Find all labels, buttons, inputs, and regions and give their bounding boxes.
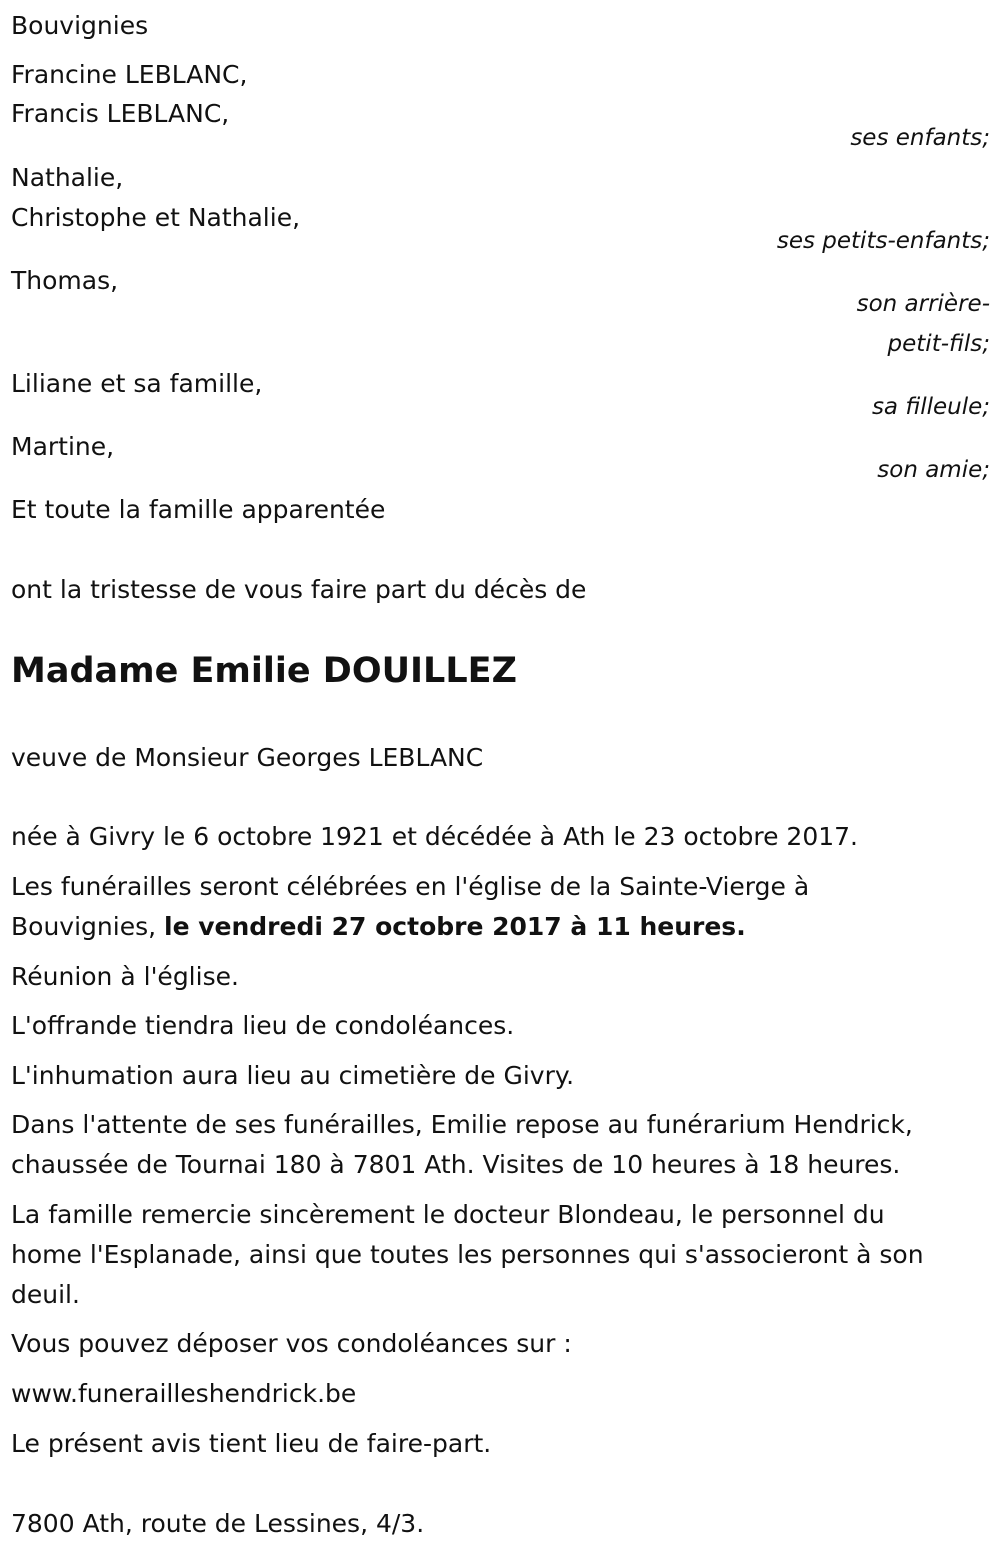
thanks: home l'Esplanade, ainsi que toutes les personnes qui s'associeront à son (11, 1240, 924, 1269)
child-name: Francis LEBLANC, (11, 99, 230, 128)
widow-of: veuve de Monsieur Georges LEBLANC (11, 743, 484, 772)
burial: L'inhumation aura lieu au cimetière de Givry. (11, 1061, 575, 1090)
great-grandchild-role: petit-fils; (887, 331, 990, 357)
grandchild-name: Nathalie, (11, 163, 124, 192)
thanks: deuil. (11, 1280, 80, 1309)
website-link[interactable]: www.funerailleshendrick.be (11, 1379, 357, 1408)
goddaughter-name: Liliane et sa famille, (11, 369, 263, 398)
meeting: Réunion à l'église. (11, 962, 239, 991)
funeral-date: le vendredi 27 octobre 2017 à 11 heures. (164, 912, 746, 941)
funeral-line (11, 907, 746, 947)
thanks: La famille remercie sincèrement le docteur Blondeau, le personnel du (11, 1200, 885, 1229)
great-grandchild-name: Thomas, (11, 266, 119, 295)
rest-info: chaussée de Tournai 180 à 7801 Ath. Visites de 10 heures à 18 heures. (11, 1150, 901, 1179)
funeral-line: Les funérailles seront célébrées en l'église de la Sainte-Vierge à (11, 872, 810, 901)
great-grandchild-role: son arrière- (856, 291, 990, 317)
rest-info: Dans l'attente de ses funérailles, Emilie repose au funérarium Hendrick, (11, 1110, 913, 1139)
friend-name: Martine, (11, 432, 115, 461)
village-name: Bouvignies (11, 11, 149, 40)
condolences: Vous pouvez déposer vos condoléances sur : (11, 1329, 572, 1358)
announcement: ont la tristesse de vous faire part du décès de (11, 575, 587, 604)
child-name: Francine LEBLANC, (11, 60, 248, 89)
children-role: ses enfants; (850, 125, 990, 151)
extended-family: Et toute la famille apparentée (11, 495, 386, 524)
notice: Le présent avis tient lieu de faire-part. (11, 1429, 492, 1458)
address: 7800 Ath, route de Lessines, 4/3. (11, 1509, 425, 1538)
grandchild-name: Christophe et Nathalie, (11, 203, 301, 232)
goddaughter-role: sa filleule; (871, 394, 990, 420)
grandchildren-role: ses petits-enfants; (776, 228, 990, 254)
offering: L'offrande tiendra lieu de condoléances. (11, 1011, 515, 1040)
funeral-place: Bouvignies, (11, 912, 164, 941)
deceased-name: Madame Emilie DOUILLEZ (11, 651, 517, 691)
friend-role: son amie; (877, 457, 990, 483)
birth-death: née à Givry le 6 octobre 1921 et décédée à Ath le 23 octobre 2017. (11, 822, 858, 851)
